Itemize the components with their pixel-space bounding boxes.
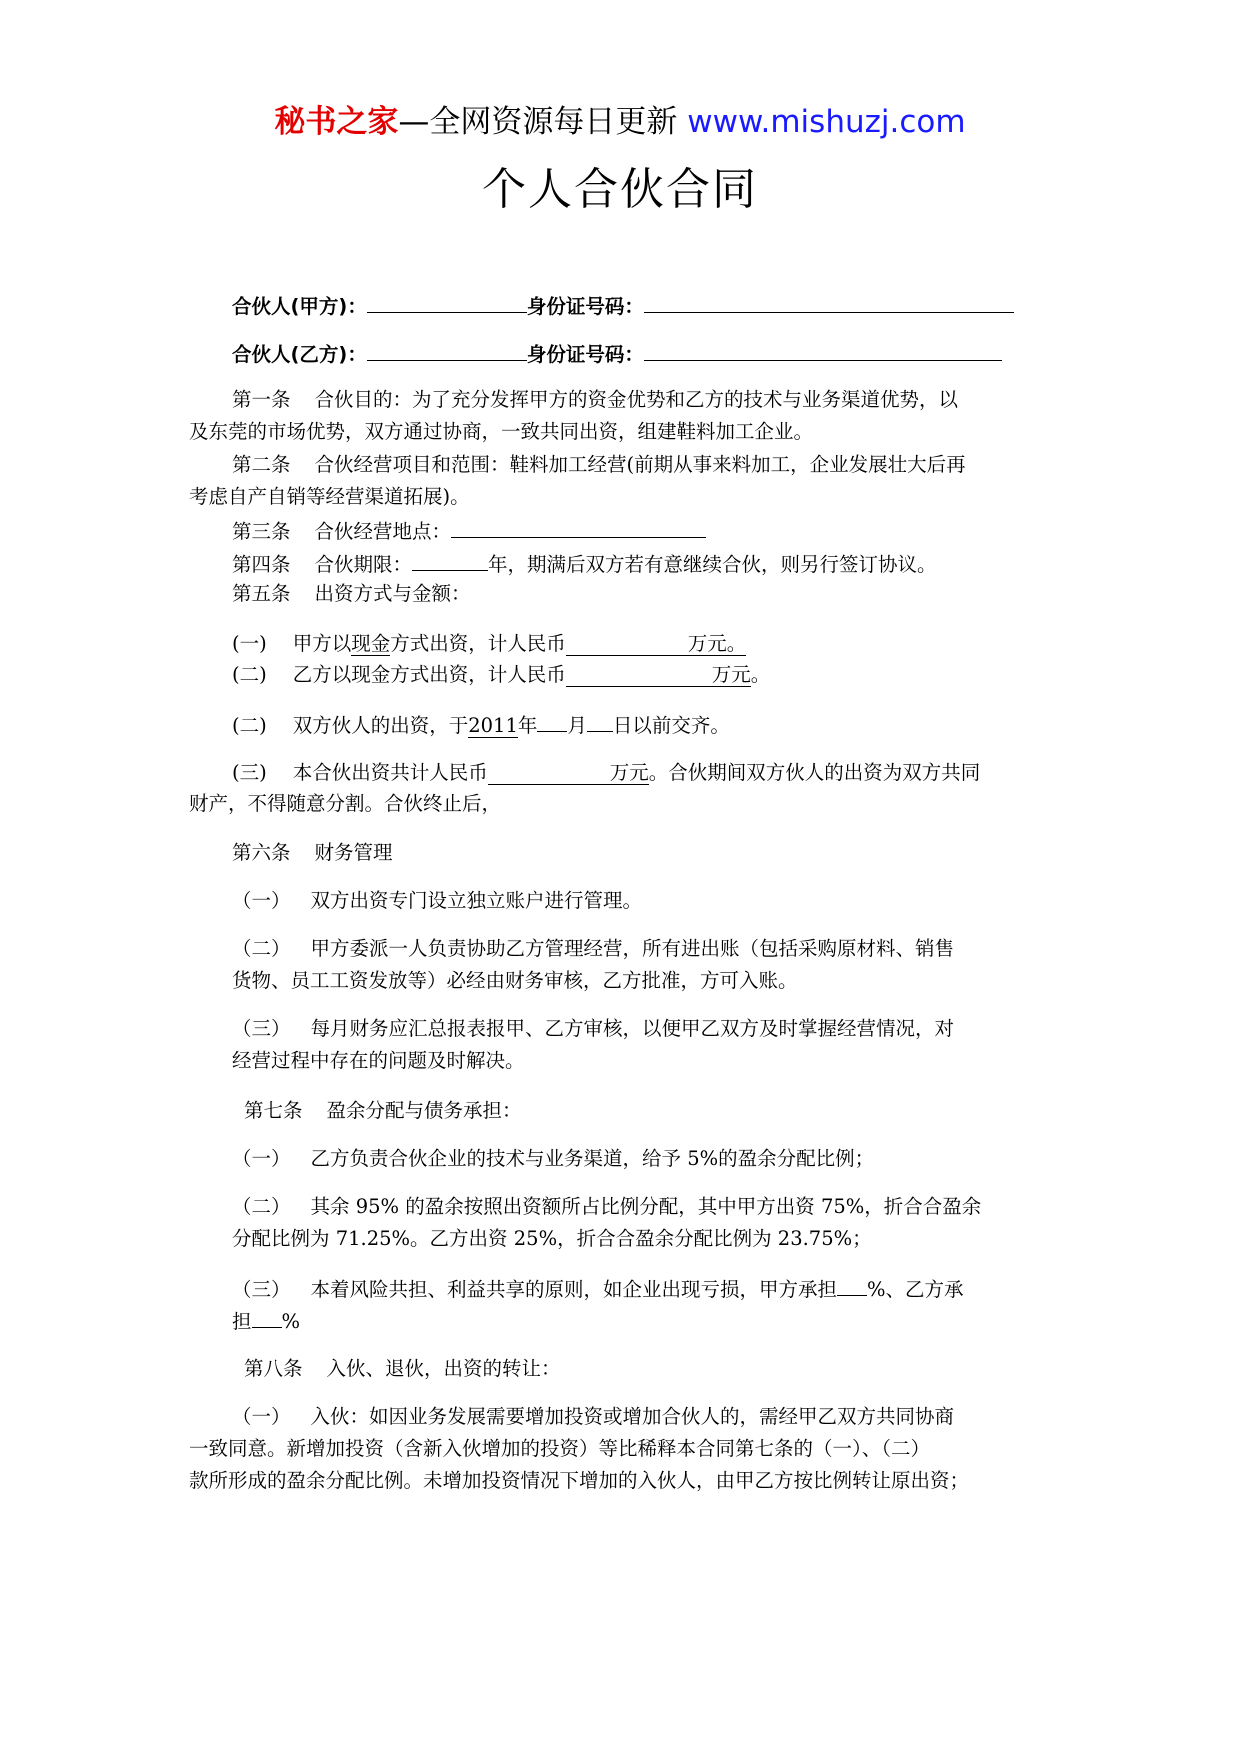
loss-share-a-blank[interactable] — [837, 1273, 867, 1296]
party-a-label: 合伙人(甲方)： — [232, 295, 367, 318]
article-7-text: 盈余分配与债务承担： — [326, 1099, 522, 1122]
article-8-text: 入伙、退伙，出资的转让： — [326, 1357, 561, 1380]
party-a-row — [232, 290, 1014, 321]
item-text: 。 — [750, 663, 771, 686]
article-2-text: 合伙经营项目和范围：鞋料加工经营(前期从事来料加工，企业发展壮大后再 — [314, 453, 966, 476]
amount-b-blank[interactable] — [566, 663, 751, 687]
month-blank[interactable] — [537, 709, 567, 732]
article-6-item-3-line-2: 经营过程中存在的问题及时解决。 — [232, 1049, 525, 1072]
item-text: 双方出资专门设立独立账户进行管理。 — [310, 889, 643, 912]
item-text: 月 — [567, 714, 587, 737]
article-7-item-2 — [232, 1193, 981, 1221]
party-b-row — [232, 338, 1002, 369]
amount-a-blank[interactable] — [566, 632, 747, 656]
article-4-heading: 第四条 — [232, 553, 291, 576]
article-5-text: 出资方式与金额： — [314, 582, 471, 605]
article-1-text: 合伙目的：为了充分发挥甲方的资金优势和乙方的技术与业务渠道优势，以 — [314, 388, 959, 411]
article-4-line — [232, 548, 937, 579]
item-text: 每月财务应汇总报表报甲、乙方审核，以便甲乙双方及时掌握经营情况，对 — [310, 1017, 955, 1040]
item-number: （一） — [232, 1147, 291, 1170]
item-number: （一） — [232, 1405, 291, 1428]
item-number: （三） — [232, 1278, 291, 1301]
article-3-line — [232, 515, 706, 546]
article-7-item-1 — [232, 1145, 874, 1173]
article-8-line — [244, 1355, 561, 1383]
article-5-line — [232, 580, 471, 608]
item-text: %、乙方承 — [867, 1278, 964, 1301]
article-7-line — [244, 1097, 522, 1125]
item-text: 本着风险共担、利益共享的原则，如企业出现亏损，甲方承担 — [310, 1278, 838, 1301]
party-a-id-blank[interactable] — [644, 290, 1014, 313]
article-7-item-3 — [232, 1273, 964, 1304]
item-number: (三) — [232, 761, 267, 784]
day-blank[interactable] — [587, 709, 613, 732]
article-8-heading: 第八条 — [244, 1357, 303, 1380]
article-7-item-2-line-2: 分配比例为 71.25%。乙方出资 25%，折合合盈余分配比例为 23.75%； — [232, 1227, 872, 1250]
item-text: 甲方委派一人负责协助乙方管理经营，所有进出账（包括采购原材料、销售 — [310, 937, 955, 960]
item-number: (二) — [232, 663, 267, 686]
item-number: （一） — [232, 889, 291, 912]
article-8-item-1 — [232, 1403, 954, 1431]
article-5-item-1 — [232, 630, 746, 658]
party-a-id-label: 身份证号码： — [526, 295, 644, 318]
item-number: （二） — [232, 1195, 291, 1218]
article-5-item-3 — [232, 709, 730, 740]
party-b-id-label: 身份证号码： — [526, 343, 644, 366]
item-text: 日以前交齐。 — [612, 714, 730, 737]
amount-unit: 万元。 — [687, 632, 747, 655]
article-4-label: 合伙期限： — [314, 553, 413, 576]
article-6-item-2-line-2: 货物、员工工资发放等）必经由财务审核，乙方批准，方可入账。 — [232, 969, 798, 992]
banner-slogan: —全网资源每日更新 — [398, 104, 678, 140]
item-text: 入伙：如因业务发展需要增加投资或增加合伙人的，需经甲乙双方共同协商 — [310, 1405, 955, 1428]
article-2-line-1 — [232, 451, 966, 479]
item-text: 甲方以 — [292, 632, 352, 655]
article-6-item-3 — [232, 1015, 954, 1043]
party-a-name-blank[interactable] — [367, 290, 527, 313]
item-text-underlined: 现金 — [351, 632, 391, 655]
article-1-line-2: 及东莞的市场优势，双方通过协商，一致共同出资，组建鞋料加工企业。 — [189, 420, 814, 443]
article-8-item-1-line-2: 一致同意。新增加投资（含新入伙增加的投资）等比稀释本合同第七条的（一）、（二） — [189, 1437, 931, 1460]
term-years-blank[interactable] — [412, 548, 488, 571]
item-number: （二） — [232, 937, 291, 960]
item-text: 。合伙期间双方伙人的出资为双方共同 — [648, 761, 981, 784]
party-b-name-blank[interactable] — [367, 338, 527, 361]
article-1-heading: 第一条 — [232, 388, 291, 411]
article-6-item-1 — [232, 887, 642, 915]
item-number: （三） — [232, 1017, 291, 1040]
article-5-item-4 — [232, 759, 980, 787]
amount-unit: 万元 — [609, 761, 649, 784]
item-number: (一) — [232, 632, 267, 655]
amount-unit: 万元 — [711, 663, 751, 686]
item-text: 年 — [517, 714, 538, 737]
document-title: 个人合伙合同 — [482, 164, 758, 215]
article-5-item-4-line-2: 财产，不得随意分割。合伙终止后， — [189, 792, 502, 815]
article-6-text: 财务管理 — [314, 841, 393, 864]
article-2-line-2: 考虑自产自销等经营渠道拓展)。 — [189, 485, 470, 508]
article-6-item-2 — [232, 935, 954, 963]
total-amount-blank[interactable] — [488, 761, 649, 785]
year-value[interactable]: 2011 — [468, 714, 518, 737]
article-2-heading: 第二条 — [232, 453, 291, 476]
item-text: % — [281, 1310, 301, 1333]
article-4-text: 年，期满后双方若有意继续合伙，则另行签订协议。 — [488, 553, 937, 576]
item-text: 担 — [232, 1310, 252, 1333]
article-6-line — [232, 839, 393, 867]
item-text: 乙方以现金方式出资，计人民币 — [292, 663, 566, 686]
article-7-heading: 第七条 — [244, 1099, 303, 1122]
location-blank[interactable] — [451, 515, 706, 538]
item-text: 双方伙人的出资，于 — [292, 714, 469, 737]
article-5-item-2 — [232, 661, 770, 689]
site-banner — [0, 102, 1240, 142]
item-text: 乙方负责合伙企业的技术与业务渠道，给予 5%的盈余分配比例； — [310, 1147, 875, 1170]
item-text: 其余 95% 的盈余按照出资额所占比例分配，其中甲方出资 75%，折合合盈余 — [310, 1195, 982, 1218]
loss-share-b-blank[interactable] — [252, 1305, 282, 1328]
item-number: (二) — [232, 714, 267, 737]
party-b-label: 合伙人(乙方)： — [232, 343, 367, 366]
party-b-id-blank[interactable] — [644, 338, 1002, 361]
brand-name: 秘书之家 — [274, 104, 399, 140]
article-3-text: 合伙经营地点： — [314, 520, 452, 543]
item-text: 本合伙出资共计人民币 — [292, 761, 488, 784]
article-3-heading: 第三条 — [232, 520, 291, 543]
article-8-item-1-line-3: 款所形成的盈余分配比例。未增加投资情况下增加的入伙人，由甲乙方按比例转让原出资； — [189, 1469, 970, 1492]
article-5-heading: 第五条 — [232, 582, 291, 605]
item-text: 方式出资，计人民币 — [390, 632, 566, 655]
article-7-item-3-line-2 — [232, 1305, 300, 1336]
site-url-link[interactable]: www.mishuzj.com — [687, 104, 966, 140]
article-6-heading: 第六条 — [232, 841, 291, 864]
article-1-line-1 — [232, 386, 958, 414]
